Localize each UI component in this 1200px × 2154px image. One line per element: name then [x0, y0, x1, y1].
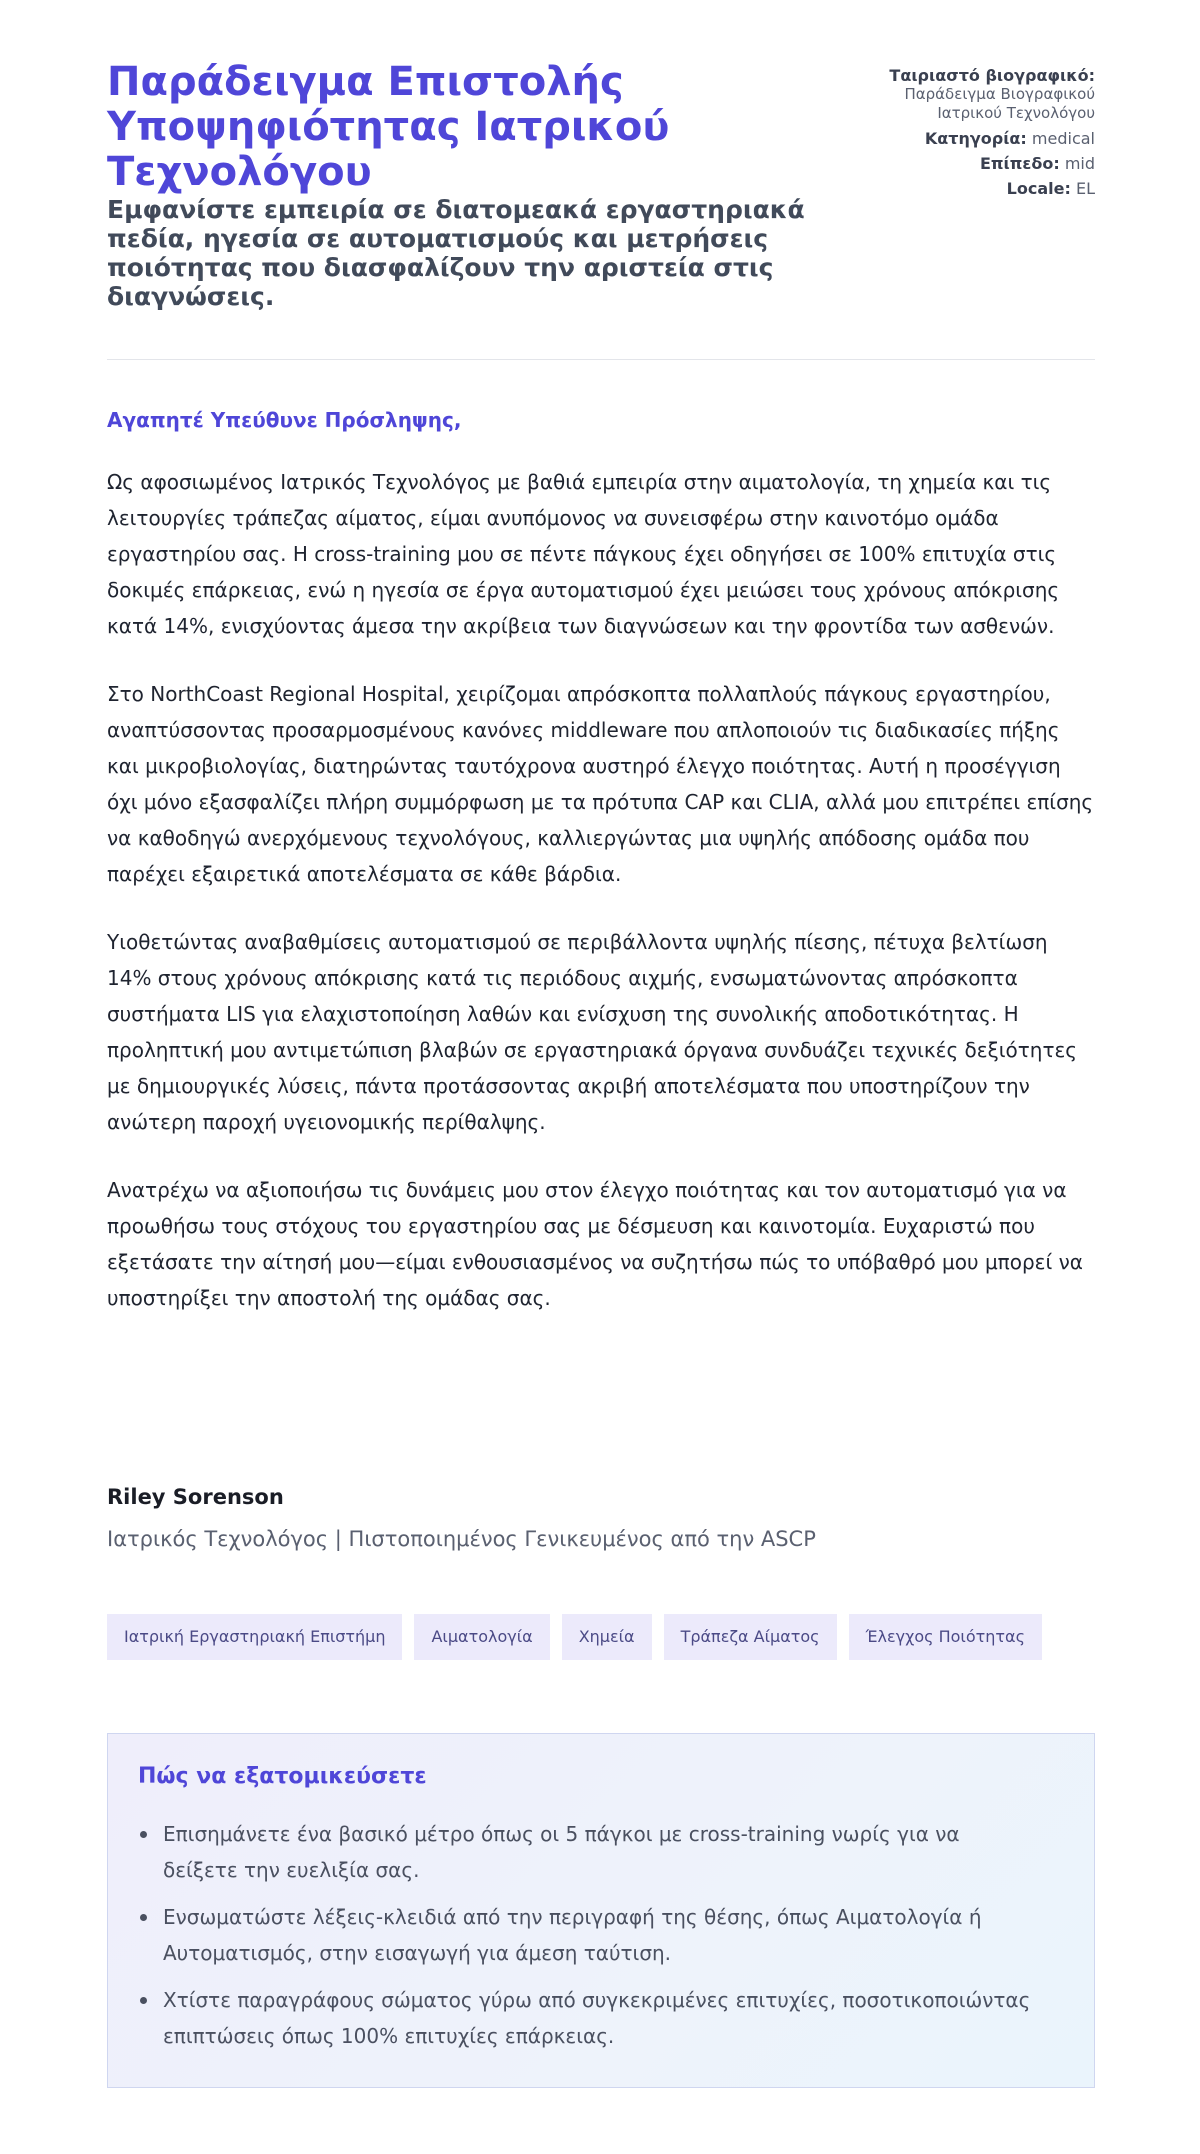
- skill-tag: Αιματολογία: [414, 1614, 549, 1660]
- skill-tag: Έλεγχος Ποιότητας: [849, 1614, 1042, 1660]
- meta-level-value: mid: [1064, 154, 1095, 173]
- meta-locale-label: Locale:: [1006, 179, 1071, 198]
- letter-body: [107, 464, 1095, 1348]
- meta-category: [875, 129, 1095, 148]
- letter-paragraph: Στο NorthCoast Regional Hospital, χειρίζομαι απρόσκοπτα πολλαπλούς πάγκους εργαστηρίου, αναπτύσσοντας προσαρμοσμένους κανόνες middleware που απλοποιούν τις διαδικασίες πήξης και μικροβιολογίας, διατηρώντας ταυτόχρονα αυστηρό έλεγχο ποιότητας. Αυτή η προσέγγιση όχι μόνο εξασφαλίζει πλήρη συμμόρφωση με τα πρότυπα CAP και CLIA, αλλά μου επιτρέπει επίσης να καθοδηγώ ανερχόμενους τεχνολόγους, καλλιεργώντας μια υψηλής απόδοσης ομάδα που παρέχει εξαιρετικά αποτελέσματα σε κάθε βάρδια.: [107, 682, 1094, 886]
- tips-list: [138, 1816, 1038, 2065]
- tip-item: Επισημάνετε ένα βασικό μέτρο όπως οι 5 πάγκοι με cross-training νωρίς για να δείξετε την ευελιξία σας.: [138, 1816, 1038, 1888]
- customization-tips-box: [107, 1733, 1095, 2088]
- letter-greeting: Αγαπητέ Υπεύθυνε Πρόσληψης,: [107, 408, 462, 432]
- skill-tag: Χημεία: [562, 1614, 652, 1660]
- meta-matching-resume: [875, 66, 1095, 123]
- signature-title: Ιατρικός Τεχνολόγος | Πιστοποιημένος Γενικευμένος από την ASCP: [107, 1527, 816, 1551]
- tip-item: Ενσωματώστε λέξεις-κλειδιά από την περιγραφή της θέσης, όπως Αιματολογία ή Αυτοματισμός, στην εισαγωγή για άμεση ταύτιση.: [138, 1899, 1038, 1971]
- page-header: [107, 60, 1095, 311]
- letter-paragraph: Υιοθετώντας αναβαθμίσεις αυτοματισμού σε περιβάλλοντα υψηλής πίεσης, πέτυχα βελτίωση 14% στους χρόνους απόκρισης κατά τις περιόδους αιχμής, ενσωματώνοντας απρόσκοπτα συστήματα LIS για ελαχιστοποίηση λαθών και ενίσχυση της συνολικής αποδοτικότητας. Η προληπτική μου αντιμετώπιση βλαβών σε εργαστηριακά όργανα συνδυάζει τεχνικές δεξιότητες με δημιουργικές λύσεις, πάντα προτάσσοντας ακριβή αποτελέσματα που υποστηρίζουν την ανώτερη παροχή υγειονομικής περίθαλψης.: [107, 930, 1078, 1134]
- tips-title: Πώς να εξατομικεύσετε: [138, 1764, 427, 1789]
- meta-category-value: medical: [1031, 129, 1095, 148]
- skill-tag: Τράπεζα Αίματος: [664, 1614, 837, 1660]
- tip-item: Χτίστε παραγράφους σώματος γύρω από συγκεκριμένες επιτυχίες, ποσοτικοποιώντας επιπτώσεις όπως 100% επιτυχίες επάρκειας.: [138, 1982, 1038, 2054]
- page-title: Παράδειγμα Επιστολής Υποψηφιότητας Ιατρικού Τεχνολόγου: [107, 59, 670, 195]
- page-subtitle: Εμφανίστε εμπειρία σε διατομεακά εργαστηριακά πεδία, ηγεσία σε αυτοματισμούς και μετρήσεις ποιότητας που διασφαλίζουν την αριστεία στις διαγνώσεις.: [107, 195, 805, 311]
- meta-matching-resume-value: Παράδειγμα Βιογραφικού Ιατρικού Τεχνολόγου: [904, 85, 1095, 122]
- meta-level: [875, 154, 1095, 173]
- meta-matching-resume-label: Ταιριαστό βιογραφικό:: [889, 66, 1095, 85]
- meta-category-label: Κατηγορία:: [924, 129, 1027, 148]
- letter-paragraph: Ως αφοσιωμένος Ιατρικός Τεχνολόγος με βαθιά εμπειρία στην αιματολογία, τη χημεία και τις λειτουργίες τράπεζας αίματος, είμαι ανυπόμονος να συνεισφέρω στην καινοτόμο ομάδα εργαστηρίου σας. Η cross-training μου σε πέντε πάγκους έχει οδηγήσει σε 100% επιτυχία στις δοκιμές επάρκειας, ενώ η ηγεσία σε έργα αυτοματισμού έχει μειώσει τους χρόνους απόκρισης κατά 14%, ενισχύοντας άμεσα την ακρίβεια των διαγνώσεων και την φροντίδα των ασθενών.: [107, 470, 1060, 638]
- header-divider: [107, 359, 1095, 360]
- signature-name: Riley Sorenson: [107, 1485, 284, 1509]
- meta-locale-value: EL: [1075, 179, 1095, 198]
- meta-locale: [875, 179, 1095, 198]
- letter-paragraph: Ανατρέχω να αξιοποιήσω τις δυνάμεις μου στον έλεγχο ποιότητας και τον αυτοματισμό για να προωθήσω τους στόχους του εργαστηρίου σας με δέσμευση και καινοτομία. Ευχαριστώ που εξετάσατε την αίτησή μου—είμαι ενθουσιασμένος να συζητήσω πώς το υπόβαθρό μου μπορεί να υποστηρίξει την αποστολή της ομάδας σας.: [107, 1178, 1083, 1310]
- skill-tags: [107, 1614, 1042, 1660]
- meta-panel: [875, 66, 1095, 204]
- skill-tag: Ιατρική Εργαστηριακή Επιστήμη: [107, 1614, 402, 1660]
- signature-block: [107, 1482, 816, 1554]
- meta-level-label: Επίπεδο:: [979, 154, 1060, 173]
